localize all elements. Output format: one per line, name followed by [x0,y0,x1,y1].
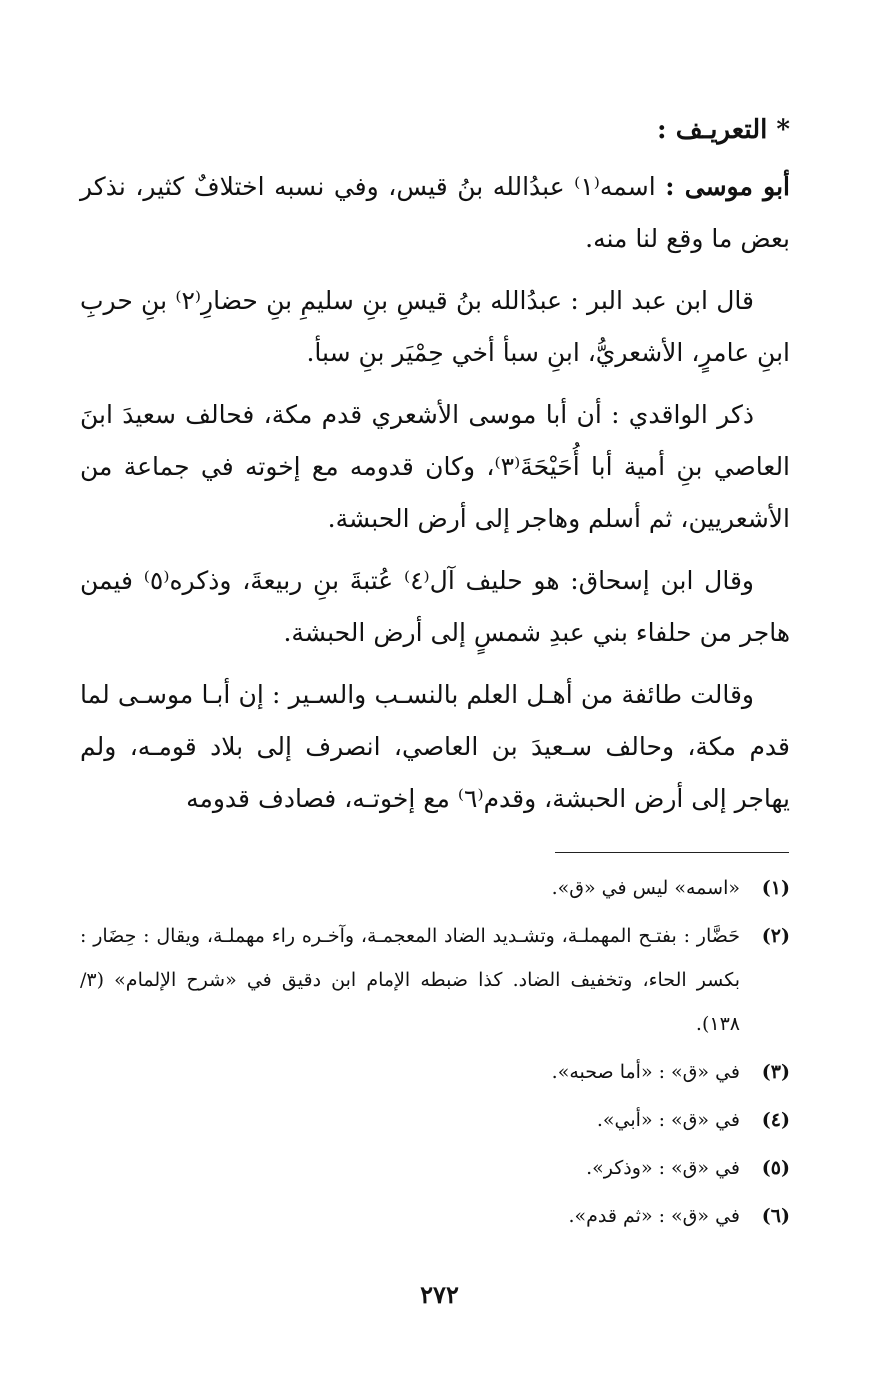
footnote-2 [80,914,790,1046]
paragraph-3-text: ذكر الواقدي : أن أبا موسى الأشعري قدم مكة، فحالف سعيدَ ابنَ العاصي بنِ أمية أبا أُحَيْحَةَ⁽٣⁾، وكان قدومه مع إخوته في جماعة من الأشعريين، ثم أسلم وهاجر إلى أرض الحبشة. [80,400,791,533]
footnote-text: في «ق» : «أبي». [596,1109,740,1131]
paragraph-2-text: قال ابن عبد البر : عبدُالله بنُ قيسِ بنِ سليمِ بنِ حضارِ⁽٢⁾ بنِ حربِ ابنِ عامرٍ، الأشعريُّ، ابنِ سبأ أخي حِمْيَر بنِ سبأ. [80,286,790,367]
footnote-5 [80,1146,790,1190]
footnote-number: (٦) [761,1205,790,1227]
paragraph-1-text: اسمه⁽١⁾ عبدُالله بنُ قيس، وفي نسبه اختلافٌ كثير، نذكر بعض ما وقع لنا منه. [80,172,790,253]
paragraph-1 [80,161,790,265]
paragraph-3 [80,389,790,545]
footnote-text: «اسمه» ليس في «ق». [551,877,740,899]
footnote-number: (٢) [761,925,790,947]
footnote-text: في «ق» : «وذكر». [586,1157,740,1179]
paragraph-4-text: وقال ابن إسحاق: هو حليف آل⁽٤⁾ عُتبةَ بنِ ربيعةَ، وذكره⁽٥⁾ فيمن هاجر من حلفاء بني عبدِ شمسٍ إلى أرض الحبشة. [80,566,790,647]
footnote-text: حَضَّار : بفتـح المهملـة، وتشـديد الضاد المعجمـة، وآخـره راء مهملـة، ويقال : حِضَار : بكسر الحاء، وتخفيف الضاد. كذا ضبطه الإمام ابن دقيق في «شرح الإلمام» (٣/ ١٣٨). [80,925,740,1035]
footnote-divider [555,852,789,853]
paragraph-4 [80,555,790,659]
footnote-4 [80,1098,790,1142]
footnote-number: (٥) [761,1157,790,1179]
main-text [80,105,790,835]
footnote-number: (٣) [761,1061,790,1083]
footnote-number: (١) [761,877,790,899]
footnote-6 [80,1194,790,1238]
footnotes [80,866,790,1242]
paragraph-5 [80,669,790,825]
footnote-number: (٤) [761,1109,790,1131]
paragraph-1-lead: أبو موسى : [665,172,790,201]
footnote-text: في «ق» : «أما صحبه». [551,1061,740,1083]
paragraph-2 [80,275,790,379]
footnote-1 [80,866,790,910]
page-number: ٢٧٢ [420,1280,459,1309]
paragraph-5-text: وقالت طائفة من أهـل العلم بالنسـب والسـير : إن أبـا موسـى لما قدم مكة، وحالف سـعيدَ بن العاصي، انصرف إلى بلاد قومـه، ولم يهاجر إلى أرض الحبشة، وقدم⁽٦⁾ مع إخوتـه، فصادف قدومه [80,680,790,813]
footnote-text: في «ق» : «ثم قدم». [568,1205,740,1227]
footnote-3 [80,1050,790,1094]
section-heading: * التعريـف : [657,115,790,145]
